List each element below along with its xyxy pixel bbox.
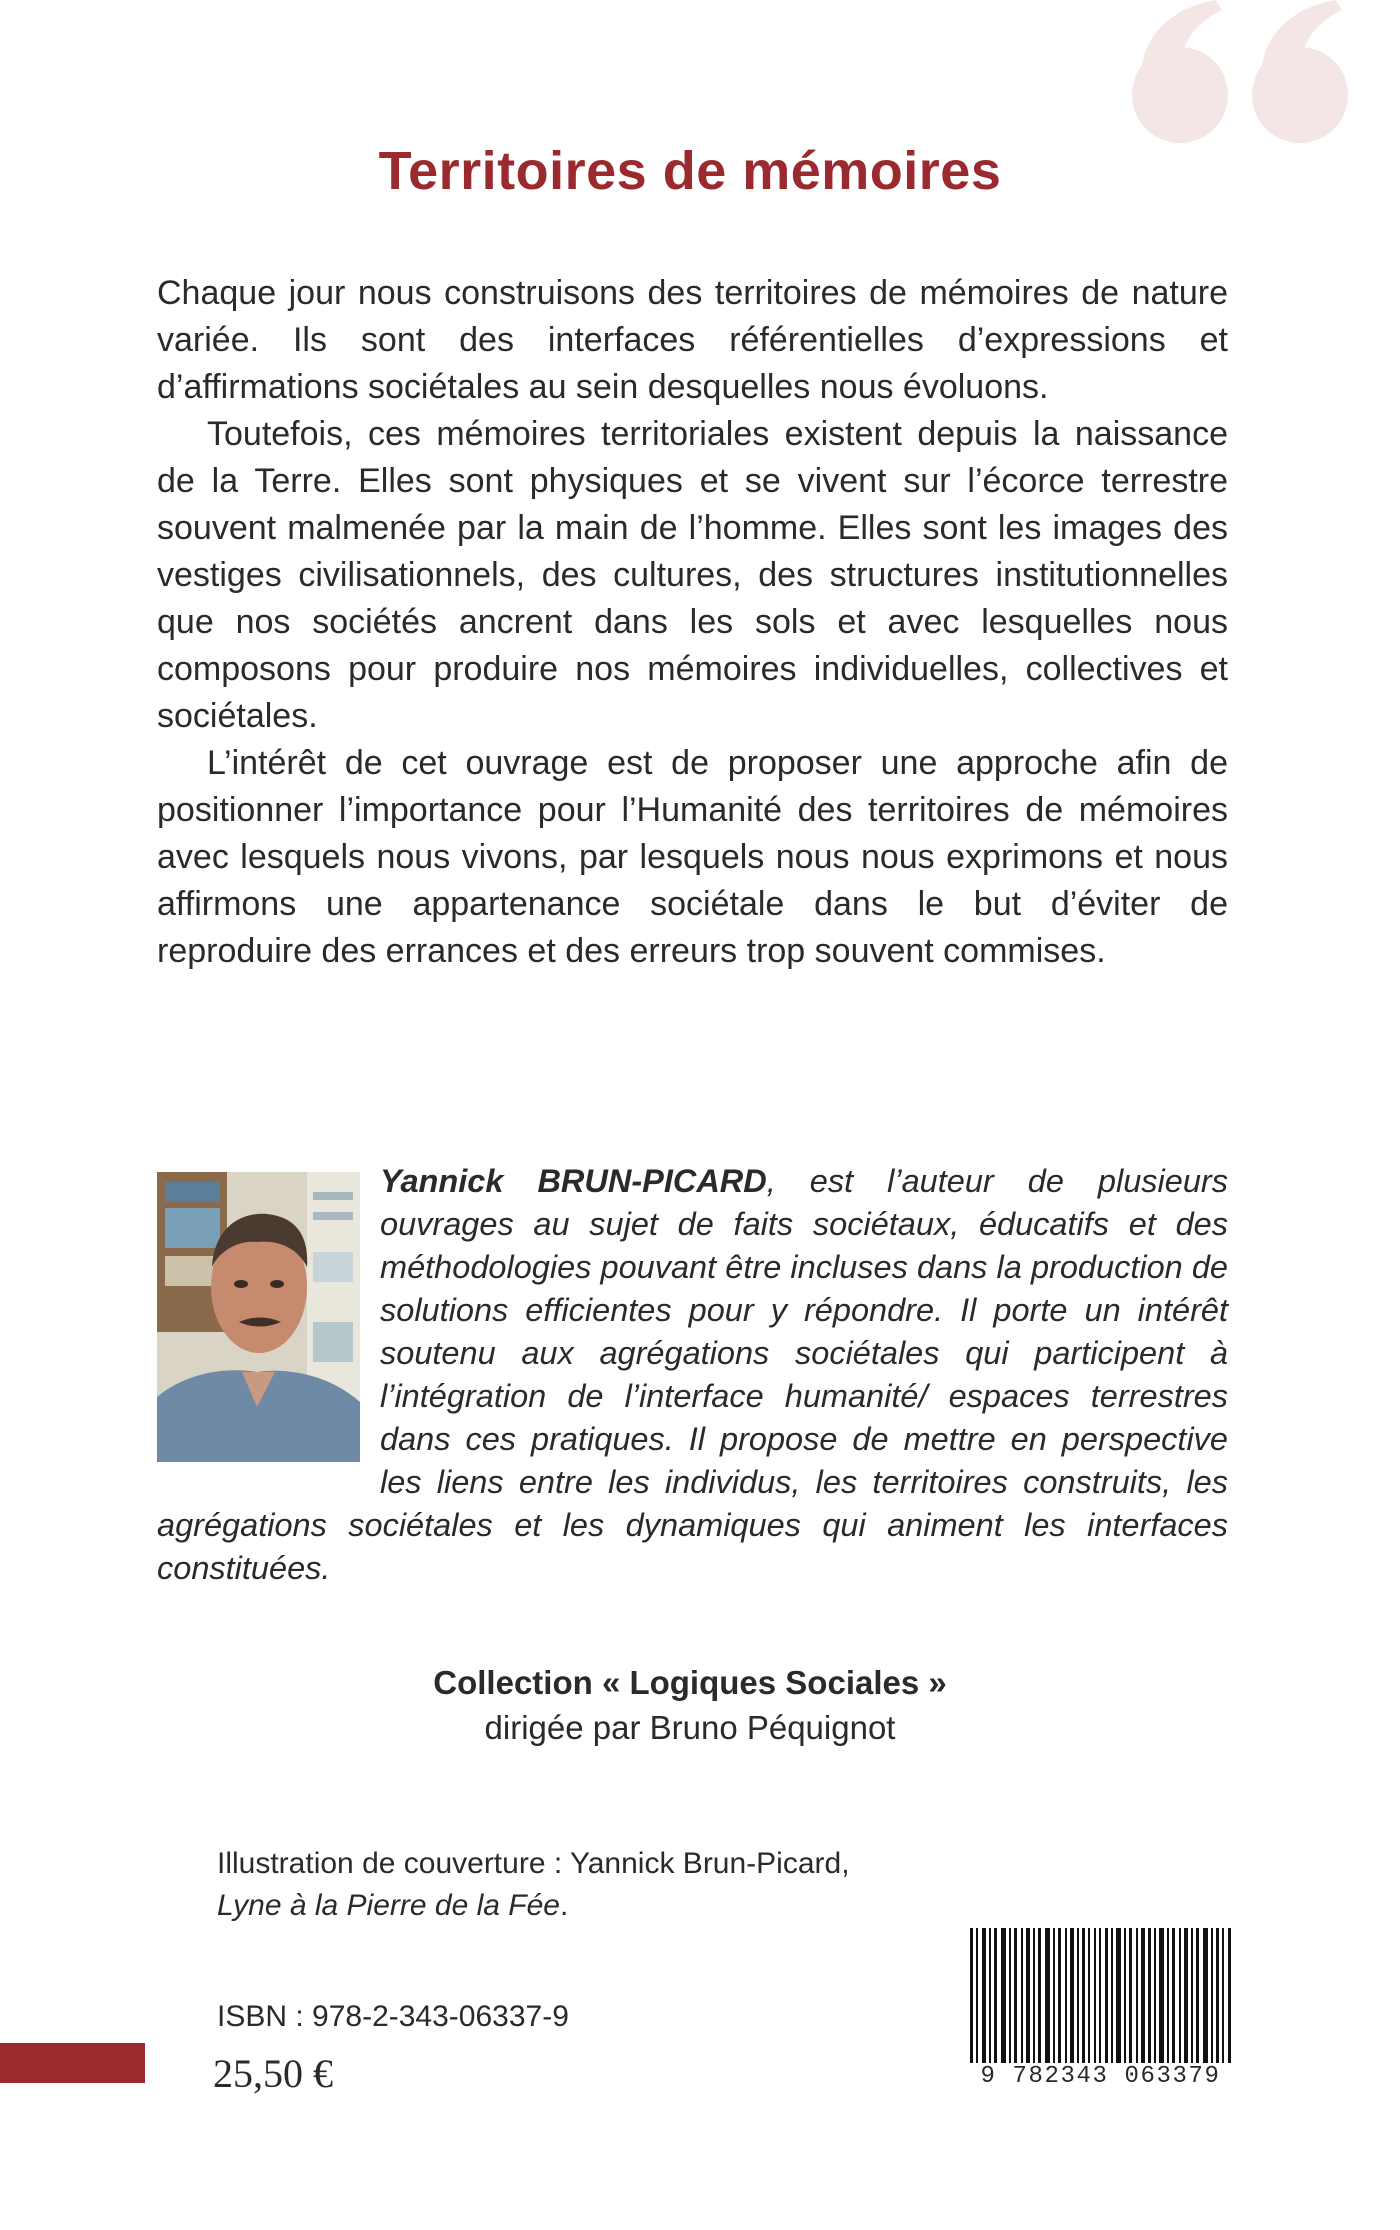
author-bio-text: , est l’auteur de plusieurs ouvrages au sujet de faits sociétaux, éducatifs et des méthodologies pouvant être incluses dans la production de solutions efficientes pour y répondre. Il porte un intérêt soutenu aux agrégations sociétales qui participent à l’intégration de l’interface humanité/ espaces terrestres dans ces pratiques. Il propose de mettre en perspective les liens entre les individus, les territoires construits, les agrégations sociétales et les dynamiques qui animent les interfaces constituées. — [157, 1163, 1228, 1586]
quotation-mark-icon — [1110, 0, 1370, 160]
collection-name: Collection « Logiques Sociales » — [433, 1664, 947, 1701]
back-cover-blurb — [157, 270, 1228, 975]
collection-info — [0, 1660, 1380, 1750]
author-name: Yannick BRUN-PICARD — [380, 1163, 767, 1199]
cover-illustration-title: Lyne à la Pierre de la Fée — [217, 1889, 560, 1922]
accent-bar — [0, 2043, 145, 2083]
isbn: ISBN : 978-2-343-06337-9 — [217, 2000, 569, 2033]
barcode-number: 9 782343 063379 — [968, 2063, 1233, 2090]
blurb-paragraph: L’intérêt de cet ouvrage est de proposer une approche afin de positionner l’importance pour l’Humanité des territoires de mémoires avec lesquels nous vivons, par lesquels nous nous exprimons et nous affirmons une appartenance sociétale dans le but d’éviter de reproduire des errances et des erreurs trop souvent commises. — [157, 744, 1228, 970]
credit-period: . — [560, 1889, 569, 1922]
cover-illustration-credit: Illustration de couverture : Yannick Brun-Picard, — [217, 1847, 850, 1880]
author-portrait — [157, 1172, 360, 1462]
cover-credits — [217, 1843, 850, 1927]
author-biography — [157, 1160, 1228, 1590]
blurb-paragraph: Toutefois, ces mémoires territoriales existent depuis la naissance de la Terre. Elles sont physiques et se vivent sur l’écorce terrestre souvent malmenée par la main de l’homme. Elles sont les images des vestiges civilisationnels, des cultures, des structures institutionnelles que nos sociétés ancrent dans les sols et avec lesquelles nous composons pour produire nos mémoires individuelles, collectives et sociétales. — [157, 415, 1228, 735]
price: 25,50 € — [213, 2051, 333, 2096]
blurb-paragraph: Chaque jour nous construisons des territoires de mémoires de nature variée. Ils sont des interfaces référentielles d’expressions et d’affirmations sociétales au sein desquelles nous évoluons. — [157, 274, 1228, 406]
collection-director: dirigée par Bruno Péquignot — [484, 1709, 896, 1746]
book-title: Territoires de mémoires — [378, 141, 1002, 201]
